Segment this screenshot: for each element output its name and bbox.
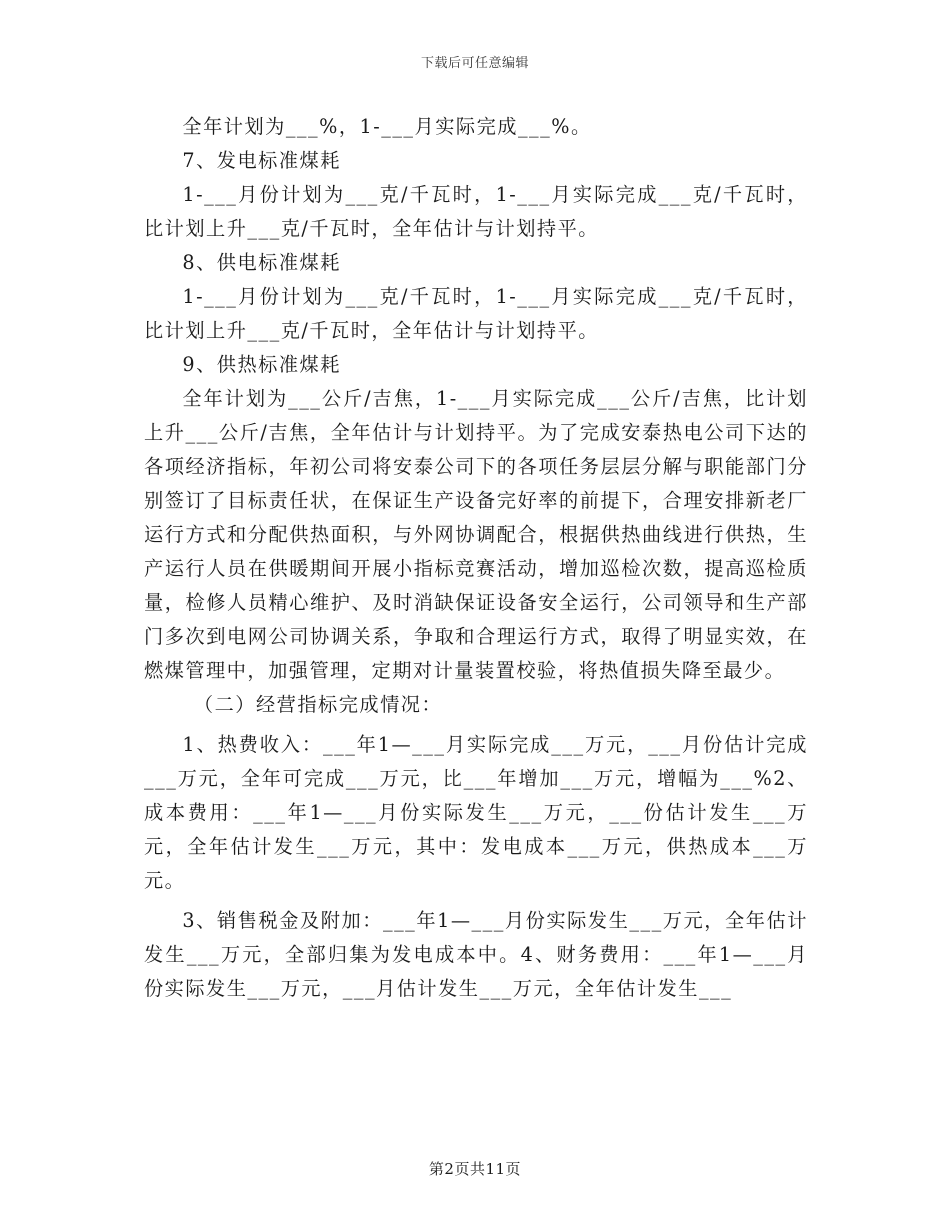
heading-business-indicators: （二）经营指标完成情况： xyxy=(193,693,443,716)
paragraph-heat-revenue: 1、热费收入：___年1—___月实际完成___万元，___月份估计完成___万元，全年可完成___万元，比___年增加___万元，增幅为___%2、成本费用：___年1—___月份实际发生___万元，___份估计发生___万元，全年估计发生___万元，其中：发电成本___万元，供热成本___万元。 xyxy=(144,733,808,892)
heading-generation-coal: 7、发电标准煤耗 xyxy=(182,149,341,172)
heading-heat-coal: 9、供热标准煤耗 xyxy=(182,353,341,376)
paragraph-plan-percent: 全年计划为___%，1-___月实际完成___%。 xyxy=(182,115,592,138)
paragraph-sales-tax: 3、销售税金及附加：___年1—___月份实际发生___万元，全年估计发生___万元，全部归集为发电成本中。4、财务费用：___年1—___月份实际发生___万元，___月估计发生___万元，全年估计发生___ xyxy=(144,909,808,1000)
page-number: 第2页共11页 xyxy=(428,1160,522,1178)
heading-supply-coal: 8、供电标准煤耗 xyxy=(182,251,341,274)
paragraph-heat-coal: 全年计划为___公斤/吉焦，1-___月实际完成___公斤/吉焦，比计划上升___公斤/吉焦，全年估计与计划持平。为了完成安泰热电公司下达的各项经济指标，年初公司将安泰公司下的各项任务层层分解与职能部门分别签订了目标责任状，在保证生产设备完好率的前提下，合理安排新老厂运行方式和分配供热面积，与外网协调配合，根据供热曲线进行供热，生产运行人员在供暖期间开展小指标竞赛活动，增加巡检次数，提高巡检质量，检修人员精心维护、及时消缺保证设备安全运行，公司领导和生产部门多次到电网公司协调关系，争取和合理运行方式，取得了明显实效，在燃煤管理中，加强管理，定期对计量装置校验，将热值损失降至最少。 xyxy=(144,387,808,682)
paragraph-generation-coal: 1-___月份计划为___克/千瓦时，1-___月实际完成___克/千瓦时，比计划上升___克/千瓦时，全年估计与计划持平。 xyxy=(144,183,808,240)
paragraph-supply-coal: 1-___月份计划为___克/千瓦时，1-___月实际完成___克/千瓦时，比计划上升___克/千瓦时，全年估计与计划持平。 xyxy=(144,285,808,342)
document-body xyxy=(144,110,808,1006)
header-note: 下载后可任意编辑 xyxy=(420,56,529,71)
